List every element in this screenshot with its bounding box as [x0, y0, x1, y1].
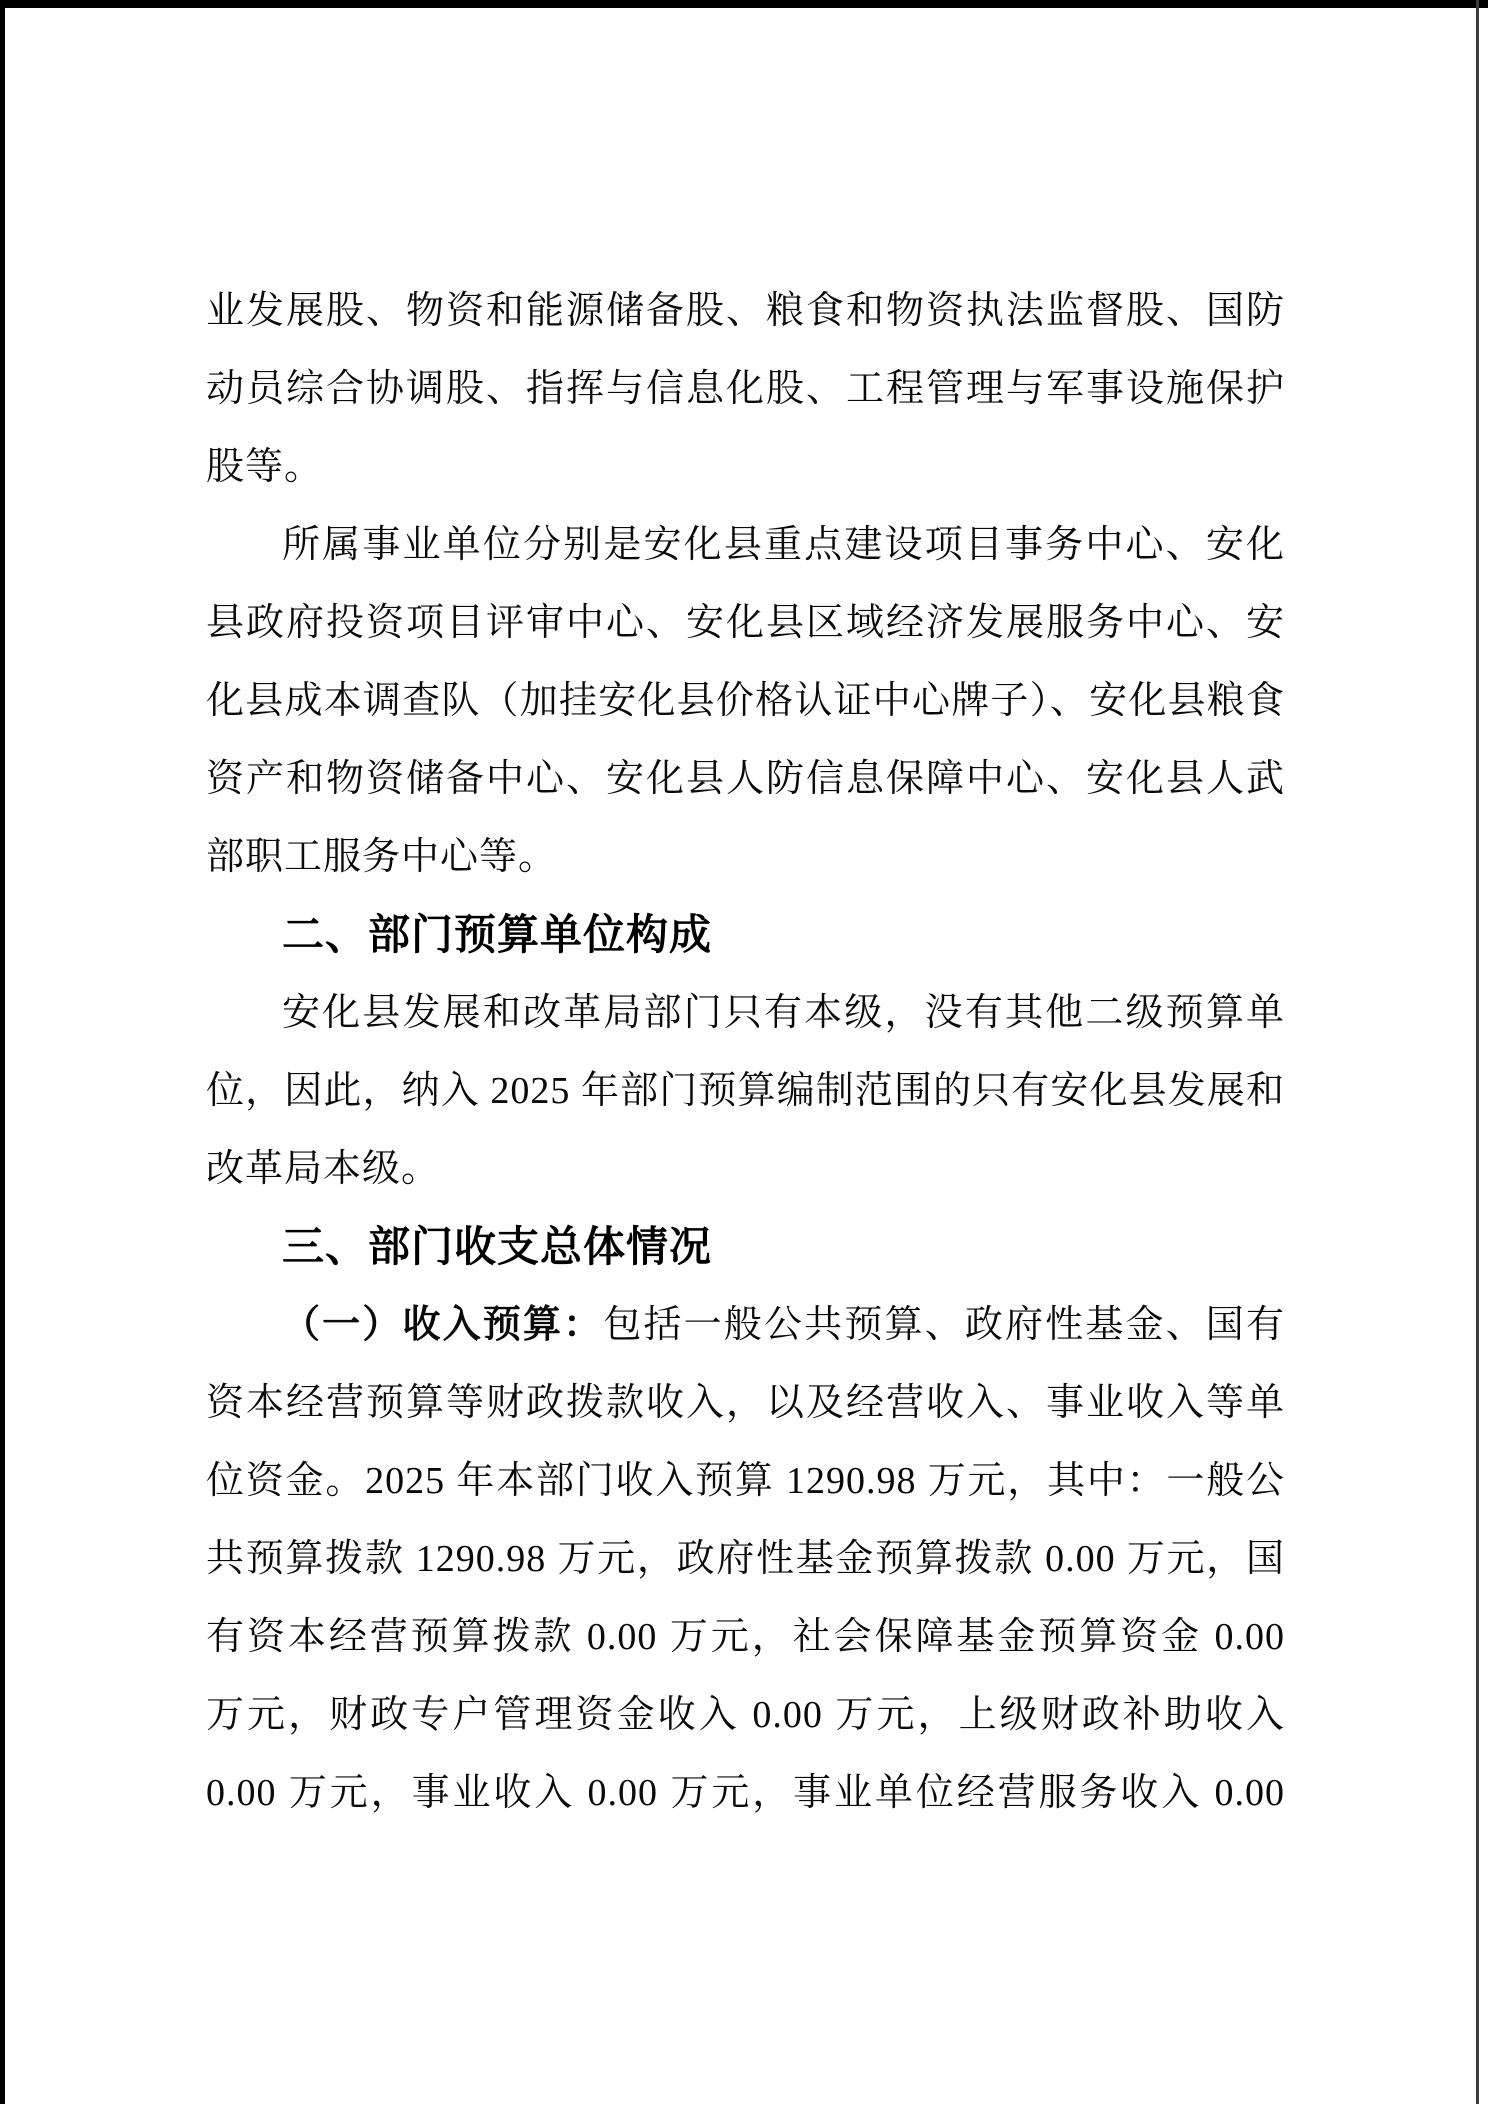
text-line: 部职工服务中心等。	[206, 836, 558, 878]
text-line: 共预算拨款 1290.98 万元，政府性基金预算拨款 0.00 万元，国	[206, 1538, 1285, 1580]
text-line: 业发展股、物资和能源储备股、粮食和物资执法监督股、国防	[206, 290, 1285, 332]
text-line: 资产和物资储备中心、安化县人防信息保障中心、安化县人武	[206, 758, 1285, 800]
text-line: 所属事业单位分别是安化县重点建设项目事务中心、安化	[282, 524, 1285, 566]
text-line: 改革局本级。	[206, 1148, 441, 1190]
page-edge-right	[1476, 0, 1479, 2104]
document-text-block	[206, 272, 1285, 1832]
text-line: 股等。	[206, 446, 324, 488]
text-line: 化县成本调查队（加挂安化县价格认证中心牌子）、安化县粮食	[206, 680, 1285, 722]
page-edge-left	[0, 0, 5, 2104]
paragraph-lead-income-budget: （一）收入预算：	[282, 1304, 604, 1346]
text-line: 安化县发展和改革局部门只有本级，没有其他二级预算单	[282, 992, 1285, 1034]
text-line: 0.00 万元，事业收入 0.00 万元，事业单位经营服务收入 0.00	[206, 1772, 1285, 1814]
page-edge-top	[0, 0, 1488, 8]
paragraph-text: 包括一般公共预算、政府性基金、国有	[603, 1304, 1285, 1346]
text-line: 有资本经营预算拨款 0.00 万元，社会保障基金预算资金 0.00	[206, 1616, 1285, 1658]
text-line: 万元，财政专户管理资金收入 0.00 万元，上级财政补助收入	[206, 1694, 1285, 1736]
text-line: 位资金。2025 年本部门收入预算 1290.98 万元，其中：一般公	[206, 1460, 1285, 1502]
text-line: 位，因此，纳入 2025 年部门预算编制范围的只有安化县发展和	[206, 1070, 1285, 1112]
text-line: 动员综合协调股、指挥与信息化股、工程管理与军事设施保护	[206, 368, 1285, 410]
text-line: 资本经营预算等财政拨款收入，以及经营收入、事业收入等单	[206, 1382, 1285, 1424]
text-line: 县政府投资项目评审中心、安化县区域经济发展服务中心、安	[206, 602, 1285, 644]
section-heading-budget-unit-composition: 二、部门预算单位构成	[282, 911, 713, 958]
section-heading-revenue-expenditure-overview: 三、部门收支总体情况	[282, 1223, 713, 1270]
text-line	[206, 1286, 1285, 1364]
